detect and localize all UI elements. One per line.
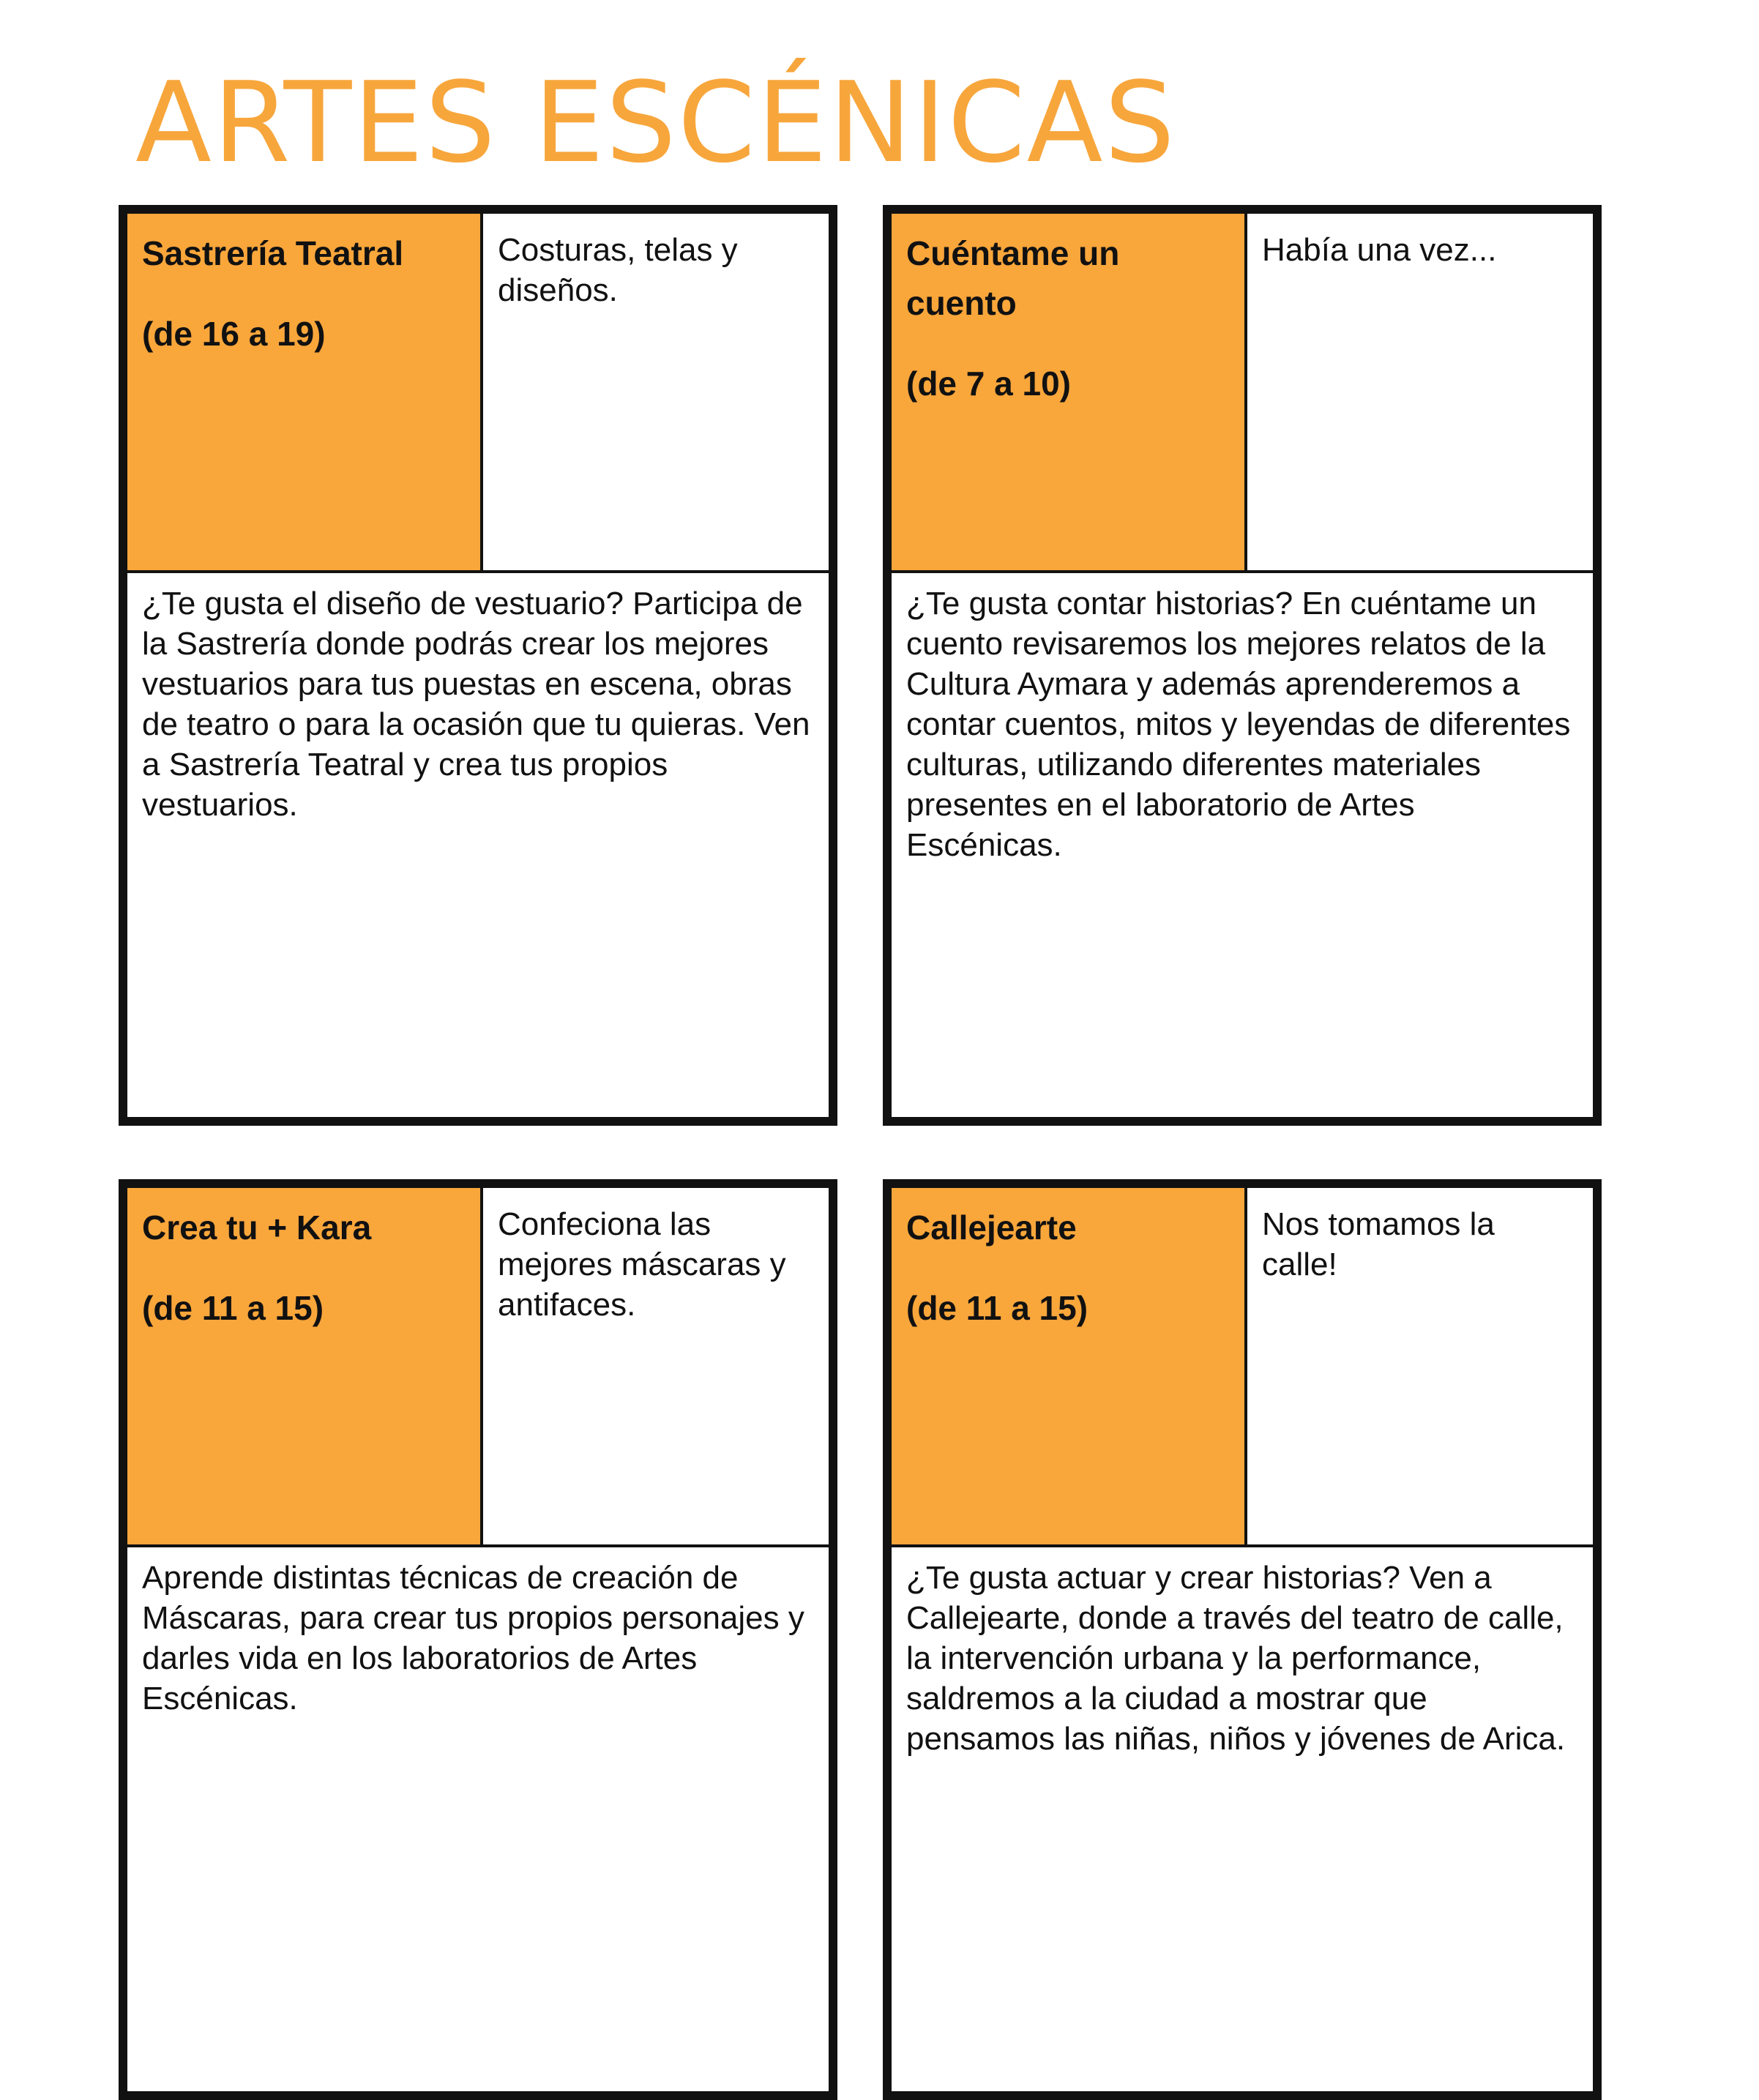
- card-title-cell: [127, 1188, 483, 1547]
- activity-name: Callejearte: [906, 1208, 1077, 1247]
- age-range: (de 16 a 19): [142, 315, 326, 353]
- activity-card-sastreria-teatral: [119, 205, 837, 1126]
- activity-name: Cuéntame un cuento: [906, 234, 1120, 322]
- activity-tagline: Había una vez...: [1247, 214, 1593, 573]
- activity-description: ¿Te gusta el diseño de vestuario? Participa de la Sastrería donde podrás crear los mejores vestuarios para tus puestas en escena, obras de teatro o para la ocasión que tu quieras. Ven a Sastrería Teatral y crea tus propios vestuarios.: [142, 586, 810, 823]
- card-title-cell: [127, 214, 483, 573]
- activity-card-cuentame-un-cuento: [883, 205, 1602, 1126]
- activity-description: ¿Te gusta contar historias? En cuéntame un cuento revisaremos los mejores relatos de la Cultura Aymara y además aprenderemos a contar cuentos, mitos y leyendas de diferentes culturas, utilizando diferentes materiales presentes en el laboratorio de Artes Escénicas.: [906, 586, 1571, 863]
- activity-tagline: Costuras, telas y diseños.: [483, 214, 829, 573]
- activity-card-callejearte: [883, 1179, 1602, 2100]
- activity-tagline: Confeciona las mejores máscaras y antifaces.: [483, 1188, 829, 1547]
- activity-name: Sastrería Teatral: [142, 234, 404, 272]
- page-title: ARTES ESCÉNICAS: [135, 58, 1177, 187]
- age-range: (de 7 a 10): [906, 365, 1071, 403]
- age-range: (de 11 a 15): [142, 1289, 324, 1327]
- activity-tagline: Nos tomamos la calle!: [1247, 1188, 1593, 1547]
- activity-card-crea-tu-kara: [119, 1179, 837, 2100]
- activity-name: Crea tu + Kara: [142, 1208, 372, 1247]
- card-title-cell: [892, 214, 1247, 573]
- age-range: (de 11 a 15): [906, 1289, 1088, 1327]
- card-title-cell: [892, 1188, 1247, 1547]
- activity-description: Aprende distintas técnicas de creación de Máscaras, para crear tus propios personajes y darles vida en los laboratorios de Artes Escénicas.: [142, 1560, 804, 1716]
- activity-description: ¿Te gusta actuar y crear historias? Ven a Callejearte, donde a través del teatro de calle, la intervención urbana y la performance, saldremos a la ciudad a mostrar que pensamos las niñas, niños y jóvenes de Arica.: [906, 1560, 1566, 1757]
